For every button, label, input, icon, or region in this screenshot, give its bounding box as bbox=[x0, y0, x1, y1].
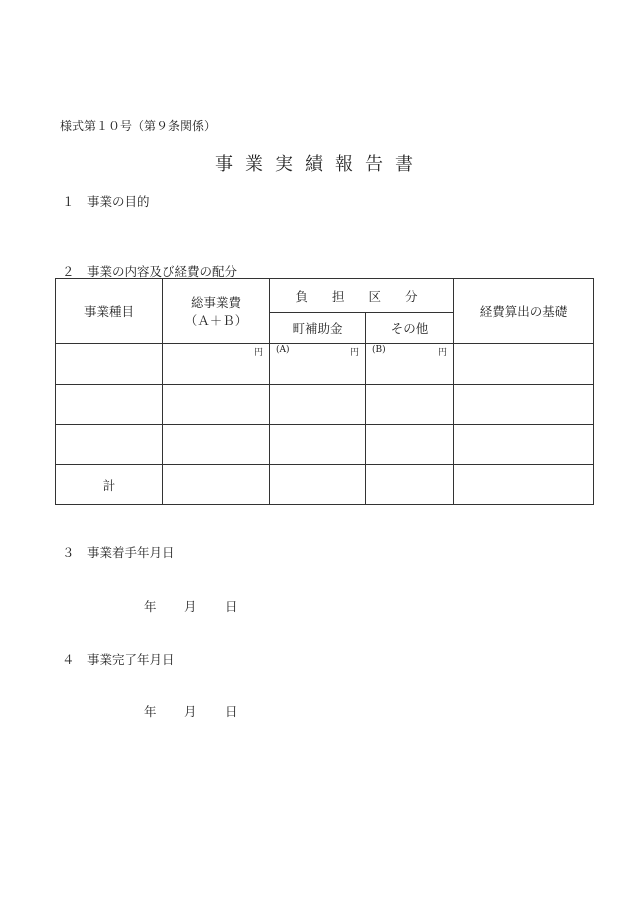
cell-basis[interactable] bbox=[454, 385, 594, 425]
day-label: 日 bbox=[225, 599, 238, 614]
cell-total[interactable] bbox=[163, 385, 270, 425]
section-purpose-heading: １ 事業の目的 bbox=[62, 194, 150, 209]
section-content-heading: ２ 事業の内容及び経費の配分 bbox=[62, 264, 238, 279]
mark-b: (B) bbox=[372, 345, 386, 355]
cell-total[interactable] bbox=[163, 344, 270, 385]
year-label: 年 bbox=[144, 704, 157, 719]
cell-subsidy[interactable] bbox=[270, 465, 366, 505]
header-other: その他 bbox=[366, 313, 454, 344]
cell-subsidy[interactable] bbox=[270, 344, 366, 385]
header-total-cost-label: 総事業費 bbox=[190, 295, 241, 310]
cell-other[interactable] bbox=[366, 425, 454, 465]
section-completion-date-heading: ４ 事業完了年月日 bbox=[62, 652, 175, 667]
page-title: 事業実績報告書 bbox=[215, 154, 425, 175]
day-label: 日 bbox=[225, 704, 238, 719]
cell-other[interactable] bbox=[366, 385, 454, 425]
cell-subsidy[interactable] bbox=[270, 385, 366, 425]
cell-type[interactable] bbox=[56, 425, 163, 465]
expense-table bbox=[55, 278, 594, 505]
unit-yen: 円 bbox=[253, 348, 263, 358]
cell-basis[interactable] bbox=[454, 425, 594, 465]
completion-date-line bbox=[0, 702, 630, 720]
cell-total[interactable] bbox=[163, 425, 270, 465]
header-project-type: 事業種目 bbox=[56, 279, 163, 344]
start-date-line bbox=[0, 597, 630, 615]
header-burden-division bbox=[270, 279, 454, 313]
cell-total[interactable] bbox=[163, 465, 270, 505]
cell-type[interactable] bbox=[56, 385, 163, 425]
header-total-cost-formula: （Ａ＋Ｂ） bbox=[184, 313, 248, 328]
cell-basis[interactable] bbox=[454, 465, 594, 505]
table-row bbox=[56, 385, 594, 425]
table-row bbox=[56, 425, 594, 465]
cell-subsidy[interactable] bbox=[270, 425, 366, 465]
year-label: 年 bbox=[144, 599, 157, 614]
unit-yen: 円 bbox=[438, 348, 448, 358]
mark-a: (A) bbox=[276, 345, 290, 355]
cell-other[interactable] bbox=[366, 344, 454, 385]
section-start-date-heading: ３ 事業着手年月日 bbox=[62, 545, 175, 560]
form-number: 様式第１０号（第９条関係） bbox=[60, 119, 217, 133]
header-burden-division-label: 負 担 区 分 bbox=[295, 288, 428, 304]
header-cost-basis: 経費算出の基礎 bbox=[454, 279, 594, 344]
table-total-row bbox=[56, 465, 594, 505]
header-total-cost bbox=[163, 279, 270, 344]
month-label: 月 bbox=[184, 704, 197, 719]
cell-type[interactable] bbox=[56, 344, 163, 385]
unit-yen: 円 bbox=[349, 348, 359, 358]
month-label: 月 bbox=[184, 599, 197, 614]
header-town-subsidy: 町補助金 bbox=[270, 313, 366, 344]
cell-basis[interactable] bbox=[454, 344, 594, 385]
total-row-label: 計 bbox=[56, 465, 163, 505]
table-row bbox=[56, 344, 594, 385]
cell-other[interactable] bbox=[366, 465, 454, 505]
